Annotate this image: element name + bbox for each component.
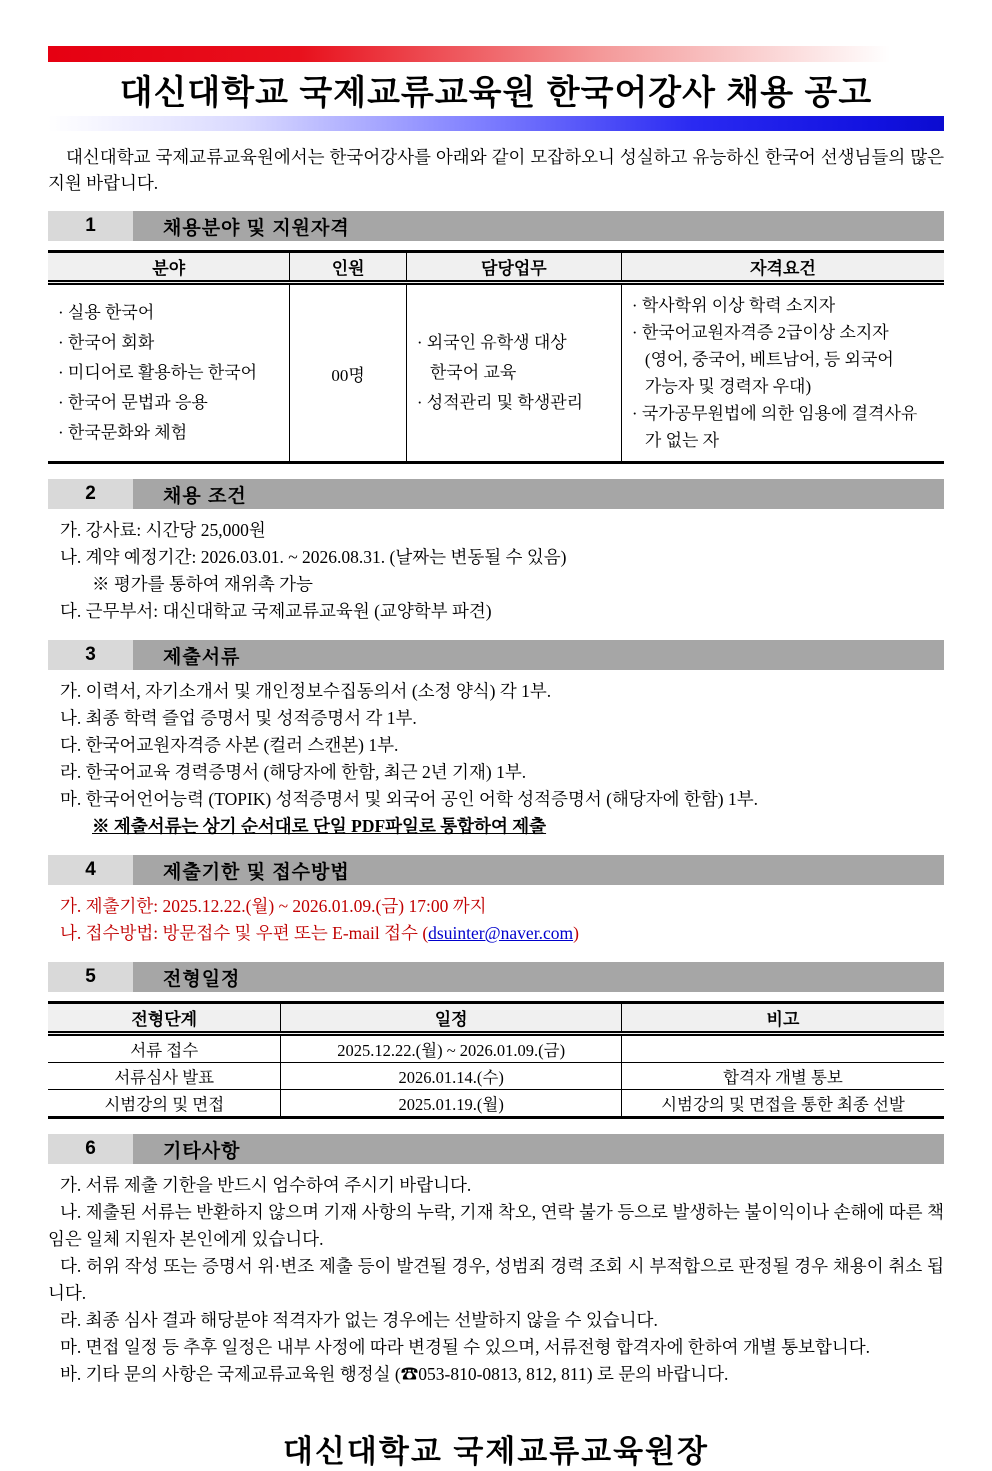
table-row — [48, 283, 944, 463]
section-header-5 — [48, 962, 944, 992]
table-header-row — [48, 1003, 944, 1034]
apply-method-text: 나. 접수방법: 방문접수 및 우편 또는 E-mail 접수 ( — [60, 923, 429, 943]
column-header-remarks: 비고 — [621, 1003, 944, 1034]
section-header-1 — [48, 211, 944, 241]
column-header-field: 분야 — [48, 252, 290, 283]
list-item: 다. 한국어교원자격증 사본 (컬러 스캔본) 1부. — [60, 735, 399, 755]
cell-stage: 시범강의 및 면접 — [48, 1090, 281, 1118]
apply-method-text-end: ) — [573, 923, 579, 943]
section-title: 채용분야 및 지원자격 — [133, 211, 944, 241]
list-item: 마. 면접 일정 등 추후 일정은 내부 사정에 따라 변경될 수 있으며, 서류전형 합격자에 한하여 개별 통보합니다. — [60, 1337, 871, 1357]
section-number: 3 — [48, 640, 133, 670]
email-link[interactable]: dsuinter@naver.com — [428, 923, 574, 943]
apply-method-line — [48, 920, 944, 947]
section-number: 2 — [48, 479, 133, 509]
section-title: 제출기한 및 접수방법 — [133, 855, 944, 885]
section-number: 1 — [48, 211, 133, 241]
signature-title: 대신대학교 국제교류교육원장 — [283, 1434, 709, 1469]
intro-paragraph: 대신대학교 국제교류교육원에서는 한국어강사를 아래와 같이 모잡하오니 성실하고 유능하신 한국어 선생님들의 많은 지원 바랍니다. — [48, 147, 944, 193]
section-number: 4 — [48, 855, 133, 885]
list-item: 나. 최종 학력 즐업 증명서 및 성적증명서 각 1부. — [60, 708, 417, 728]
banner-gradient-bar-top — [48, 46, 944, 62]
section-header-6 — [48, 1134, 944, 1164]
list-item-note: ※ 평가를 통하여 재위촉 가능 — [92, 574, 313, 594]
conditions-list — [48, 517, 944, 625]
section-number: 6 — [48, 1134, 133, 1164]
cell-date: 2025.01.19.(월) — [281, 1090, 621, 1118]
section-header-3 — [48, 640, 944, 670]
cell-duties: · 외국인 유학생 대상 한국어 교육 · 성적관리 및 학생관리 — [406, 283, 621, 463]
section-header-2 — [48, 479, 944, 509]
section-title: 기타사항 — [133, 1134, 944, 1164]
others-list — [48, 1172, 944, 1388]
cell-qualifications: · 학사학위 이상 학력 소지자 · 한국어교원자격증 2급이상 소지자 (영어, 중국어, 베트남어, 등 외국어 가능자 및 경력자 우대) · 국가공무원법에 의한 임용에 결격사유 가 없는 자 — [621, 283, 944, 463]
list-item: 다. 근무부서: 대신대학교 국제교류교육원 (교양학부 파견) — [60, 601, 492, 621]
list-item: 가. 이력서, 자기소개서 및 개인정보수집동의서 (소정 양식) 각 1부. — [60, 681, 552, 701]
deadline-list — [48, 893, 944, 947]
column-header-date: 일정 — [281, 1003, 621, 1034]
list-item: 나. 제출된 서류는 반환하지 않으며 기재 사항의 누락, 기재 착오, 연락 불가 등으로 발생하는 불이익이나 손해에 따른 책임은 일체 지원자 본인에게 있습니다. — [48, 1202, 944, 1249]
documents-list — [48, 678, 944, 840]
section-title: 제출서류 — [133, 640, 944, 670]
table-row — [48, 1063, 944, 1090]
column-header-qualifications: 자격요건 — [621, 252, 944, 283]
column-header-duties: 담당업무 — [406, 252, 621, 283]
list-item: 가. 서류 제출 기한을 반드시 엄수하여 주시기 바랍니다. — [60, 1175, 472, 1195]
table-header-row — [48, 252, 944, 283]
list-item: 라. 최종 심사 결과 해당분야 적격자가 없는 경우에는 선발하지 않을 수 있습니다. — [60, 1310, 658, 1330]
cell-date: 2025.12.22.(월) ~ 2026.01.09.(금) — [281, 1034, 621, 1063]
cell-remarks: 시범강의 및 면접을 통한 최종 선발 — [621, 1090, 944, 1118]
list-item: 라. 한국어교육 경력증명서 (해당자에 한함, 최근 2년 기재) 1부. — [60, 762, 527, 782]
cell-stage: 서류심사 발표 — [48, 1063, 281, 1090]
cell-headcount: 00명 — [290, 283, 406, 463]
section-title: 채용 조건 — [133, 479, 944, 509]
banner-gradient-bar-bottom — [48, 116, 944, 131]
cell-stage: 서류 접수 — [130, 1041, 199, 1060]
cell-remarks — [621, 1034, 944, 1063]
deadline-line: 가. 제출기한: 2025.12.22.(월) ~ 2026.01.09.(금) 17:00 까지 — [60, 896, 487, 916]
recruitment-table — [48, 250, 944, 464]
cell-date: 2026.01.14.(수) — [281, 1063, 621, 1090]
schedule-table — [48, 1001, 944, 1119]
list-item: 나. 계약 예정기간: 2026.03.01. ~ 2026.08.31. (날짜는 변동될 수 있음) — [60, 547, 567, 567]
list-item: 마. 한국어언어능력 (TOPIK) 성적증명서 및 외국어 공인 어학 성적증명서 (해당자에 한함) 1부. — [60, 789, 759, 809]
section-number: 5 — [48, 962, 133, 992]
column-header-headcount: 인원 — [290, 252, 406, 283]
list-item: 바. 기타 문의 사항은 국제교류교육원 행정실 (☎053-810-0813, 812, 811) 로 문의 바랍니다. — [60, 1364, 729, 1384]
table-row — [48, 1034, 944, 1063]
column-header-stage: 전형단계 — [48, 1003, 281, 1034]
cell-remarks: 합격자 개별 통보 — [621, 1063, 944, 1090]
list-item: 다. 허위 작성 또는 증명서 위·변조 제출 등이 발견될 경우, 성범죄 경력 조회 시 부적합으로 판정될 경우 채용이 취소 됩니다. — [48, 1256, 944, 1303]
section-header-4 — [48, 855, 944, 885]
table-row — [48, 1090, 944, 1118]
cell-fields: · 실용 한국어 · 한국어 회화 · 미디어로 활용하는 한국어 · 한국어 문법과 응용 · 한국문화와 체험 — [58, 303, 258, 442]
documents-note: ※ 제출서류는 상기 순서대로 단일 PDF파일로 통합하여 제출 — [92, 816, 547, 836]
list-item: 가. 강사료: 시간당 25,000원 — [60, 520, 266, 540]
page-title: 대신대학교 국제교류교육원 한국어강사 채용 공고 — [119, 74, 873, 112]
section-title: 전형일정 — [133, 962, 944, 992]
